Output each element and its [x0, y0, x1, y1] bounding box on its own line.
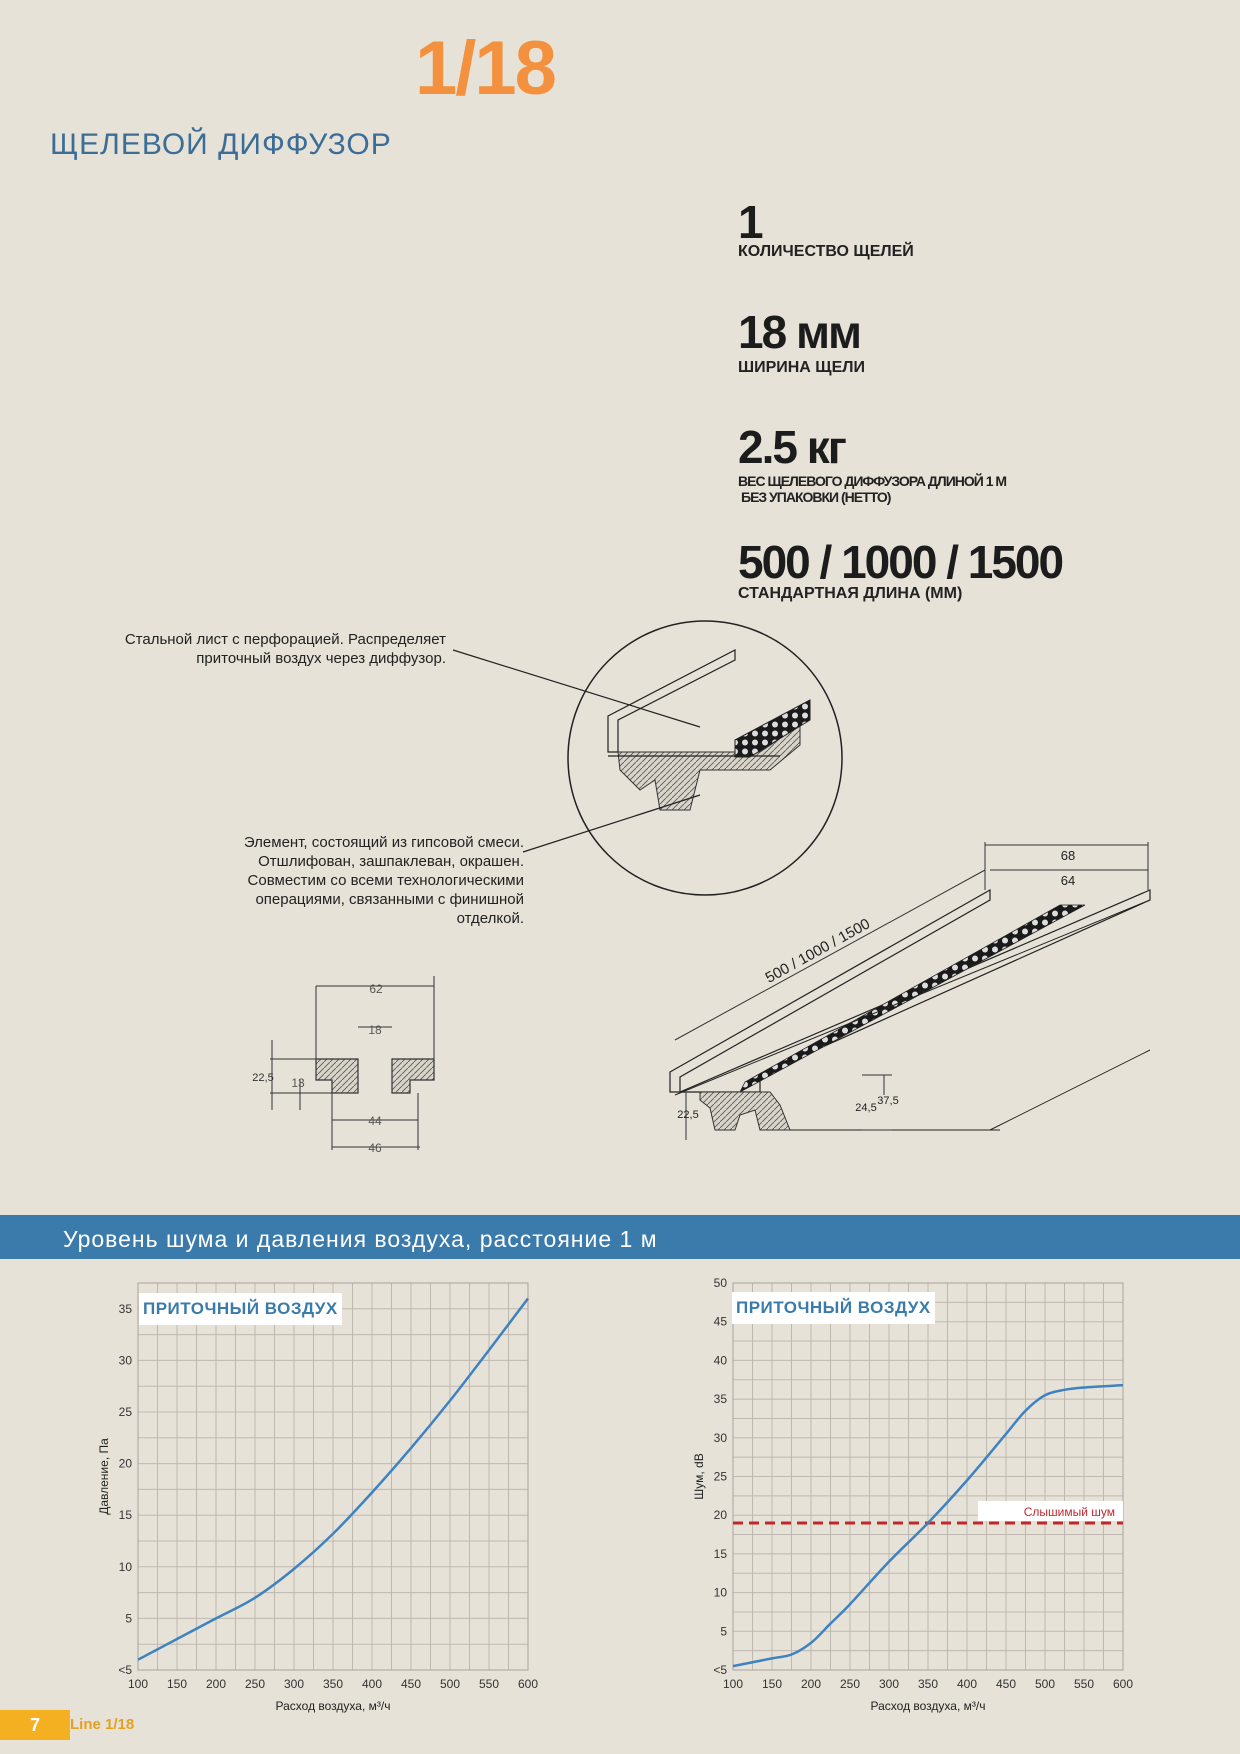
gypsum-callout-line1: Элемент, состоящий из гипсовой смеси.	[243, 834, 524, 851]
section-title: Уровень шума и давления воздуха, расстояние 1 м	[63, 1226, 658, 1252]
x-tick-label: 250	[244, 1677, 266, 1691]
y-tick-label: 50	[713, 1276, 727, 1290]
x-tick-label: 450	[995, 1677, 1017, 1691]
x-axis-label: Расход воздуха, м³/ч	[275, 1699, 391, 1713]
spec-weight-label-line1: ВЕС ЩЕЛЕВОГО ДИФФУЗОРА ДЛИНОЙ 1 М	[738, 473, 1007, 489]
detail-circle	[568, 621, 842, 895]
dim-length: 500 / 1000 / 1500	[762, 915, 874, 987]
steel-callout-line1: Стальной лист с перфорацией. Распределяет	[124, 631, 446, 648]
spec-weight-label-line2: БЕЗ УПАКОВКИ (НЕТТО)	[741, 489, 891, 505]
chart-grid	[138, 1283, 528, 1670]
x-tick-label: 200	[800, 1677, 822, 1691]
spec-weight-value: 2.5 кг	[738, 421, 845, 473]
spec-width-value: 18 мм	[738, 306, 861, 358]
spec-weight-label	[738, 473, 1006, 505]
dim-46: 46	[368, 1141, 382, 1155]
y-tick-label: 5	[125, 1611, 132, 1626]
dim-64: 64	[1060, 873, 1076, 888]
technical-drawing	[0, 600, 1240, 1180]
x-tick-label: 200	[205, 1677, 227, 1691]
y-tick-label: 10	[713, 1585, 727, 1600]
y-axis-label: Шум, dB	[692, 1453, 706, 1500]
x-tick-label: 450	[400, 1677, 422, 1691]
threshold-label: Слышимый шум	[1023, 1504, 1115, 1519]
y-tick-label: 30	[713, 1430, 727, 1445]
y-tick-label: 35	[118, 1301, 132, 1316]
y-tick-label: 20	[713, 1508, 727, 1523]
pressure-chart-badge: ПРИТОЧНЫЙ ВОЗДУХ	[139, 1293, 342, 1325]
x-tick-label: 300	[283, 1677, 305, 1691]
y-tick-label: 15	[713, 1546, 727, 1561]
chart-grid	[733, 1283, 1123, 1670]
y-tick-label: 25	[713, 1469, 727, 1484]
x-tick-label: 600	[517, 1677, 539, 1691]
dim-24-5: 24,5	[855, 1102, 877, 1114]
x-tick-label: 550	[1073, 1677, 1095, 1691]
spec-slots-value: 1	[738, 196, 762, 248]
y-tick-label: 10	[118, 1559, 132, 1574]
footer-label: Line 1/18	[70, 1716, 135, 1733]
x-tick-label: 150	[166, 1677, 188, 1691]
y-tick-label: 20	[118, 1456, 132, 1471]
x-tick-label: 250	[839, 1677, 861, 1691]
x-tick-label: 500	[439, 1677, 461, 1691]
dim-62: 62	[369, 982, 383, 996]
pressure-chart	[0, 1265, 620, 1720]
x-tick-label: 300	[878, 1677, 900, 1691]
x-tick-label: 100	[127, 1677, 149, 1691]
y-tick-label: 35	[713, 1392, 727, 1407]
dim-68: 68	[1060, 848, 1076, 863]
dim-22-5-b: 22,5	[677, 1109, 699, 1121]
x-tick-label: 150	[761, 1677, 783, 1691]
spec-length-label: СТАНДАРТНАЯ ДЛИНА (ММ)	[738, 585, 963, 602]
dim-13: 13	[291, 1076, 305, 1090]
x-tick-label: 550	[478, 1677, 500, 1691]
x-tick-label: 400	[361, 1677, 383, 1691]
x-tick-label: 350	[322, 1677, 344, 1691]
dim-37-5: 37,5	[877, 1095, 899, 1107]
noise-chart-badge: ПРИТОЧНЫЙ ВОЗДУХ	[732, 1292, 935, 1324]
y-axis-label: Давление, Па	[97, 1438, 111, 1515]
y-tick-label: 40	[713, 1353, 727, 1368]
gypsum-callout-line2: Отшлифован, зашпаклеван, окрашен.	[258, 853, 524, 870]
product-name: ЩЕЛЕВОЙ ДИФФУЗОР	[50, 128, 392, 161]
dim-22-5: 22,5	[252, 1072, 274, 1084]
dim-18: 18	[368, 1023, 382, 1037]
spec-slots-label: КОЛИЧЕСТВО ЩЕЛЕЙ	[738, 243, 914, 260]
dim-44: 44	[368, 1114, 382, 1128]
x-tick-label: 600	[1112, 1677, 1134, 1691]
profile-section	[270, 976, 434, 1150]
steel-callout-line2: приточный воздух через диффузор.	[196, 650, 446, 667]
y-tick-label: 5	[720, 1624, 727, 1639]
y-tick-label: <5	[118, 1663, 132, 1677]
x-tick-label: 400	[956, 1677, 978, 1691]
y-tick-label: 45	[713, 1314, 727, 1329]
x-tick-label: 350	[917, 1677, 939, 1691]
y-tick-label: 25	[118, 1405, 132, 1419]
spec-width-label: ШИРИНА ЩЕЛИ	[738, 359, 866, 376]
gypsum-callout-line5: отделкой.	[456, 910, 524, 927]
isometric-diffuser	[670, 890, 1150, 1130]
model-title: 1/18	[415, 26, 555, 111]
spec-length-value: 500 / 1000 / 1500	[738, 536, 1063, 588]
gypsum-callout-line3: Совместим со всеми технологическими	[247, 872, 524, 889]
gypsum-callout-line4: операциями, связанными с финишной	[255, 891, 524, 908]
noise-chart	[620, 1265, 1240, 1720]
y-tick-label: <5	[713, 1663, 727, 1677]
y-tick-label: 30	[118, 1353, 132, 1368]
x-axis-label: Расход воздуха, м³/ч	[870, 1699, 986, 1713]
page-number: 7	[0, 1710, 70, 1740]
y-tick-label: 15	[118, 1508, 132, 1523]
x-tick-label: 500	[1034, 1677, 1056, 1691]
x-tick-label: 100	[722, 1677, 744, 1691]
